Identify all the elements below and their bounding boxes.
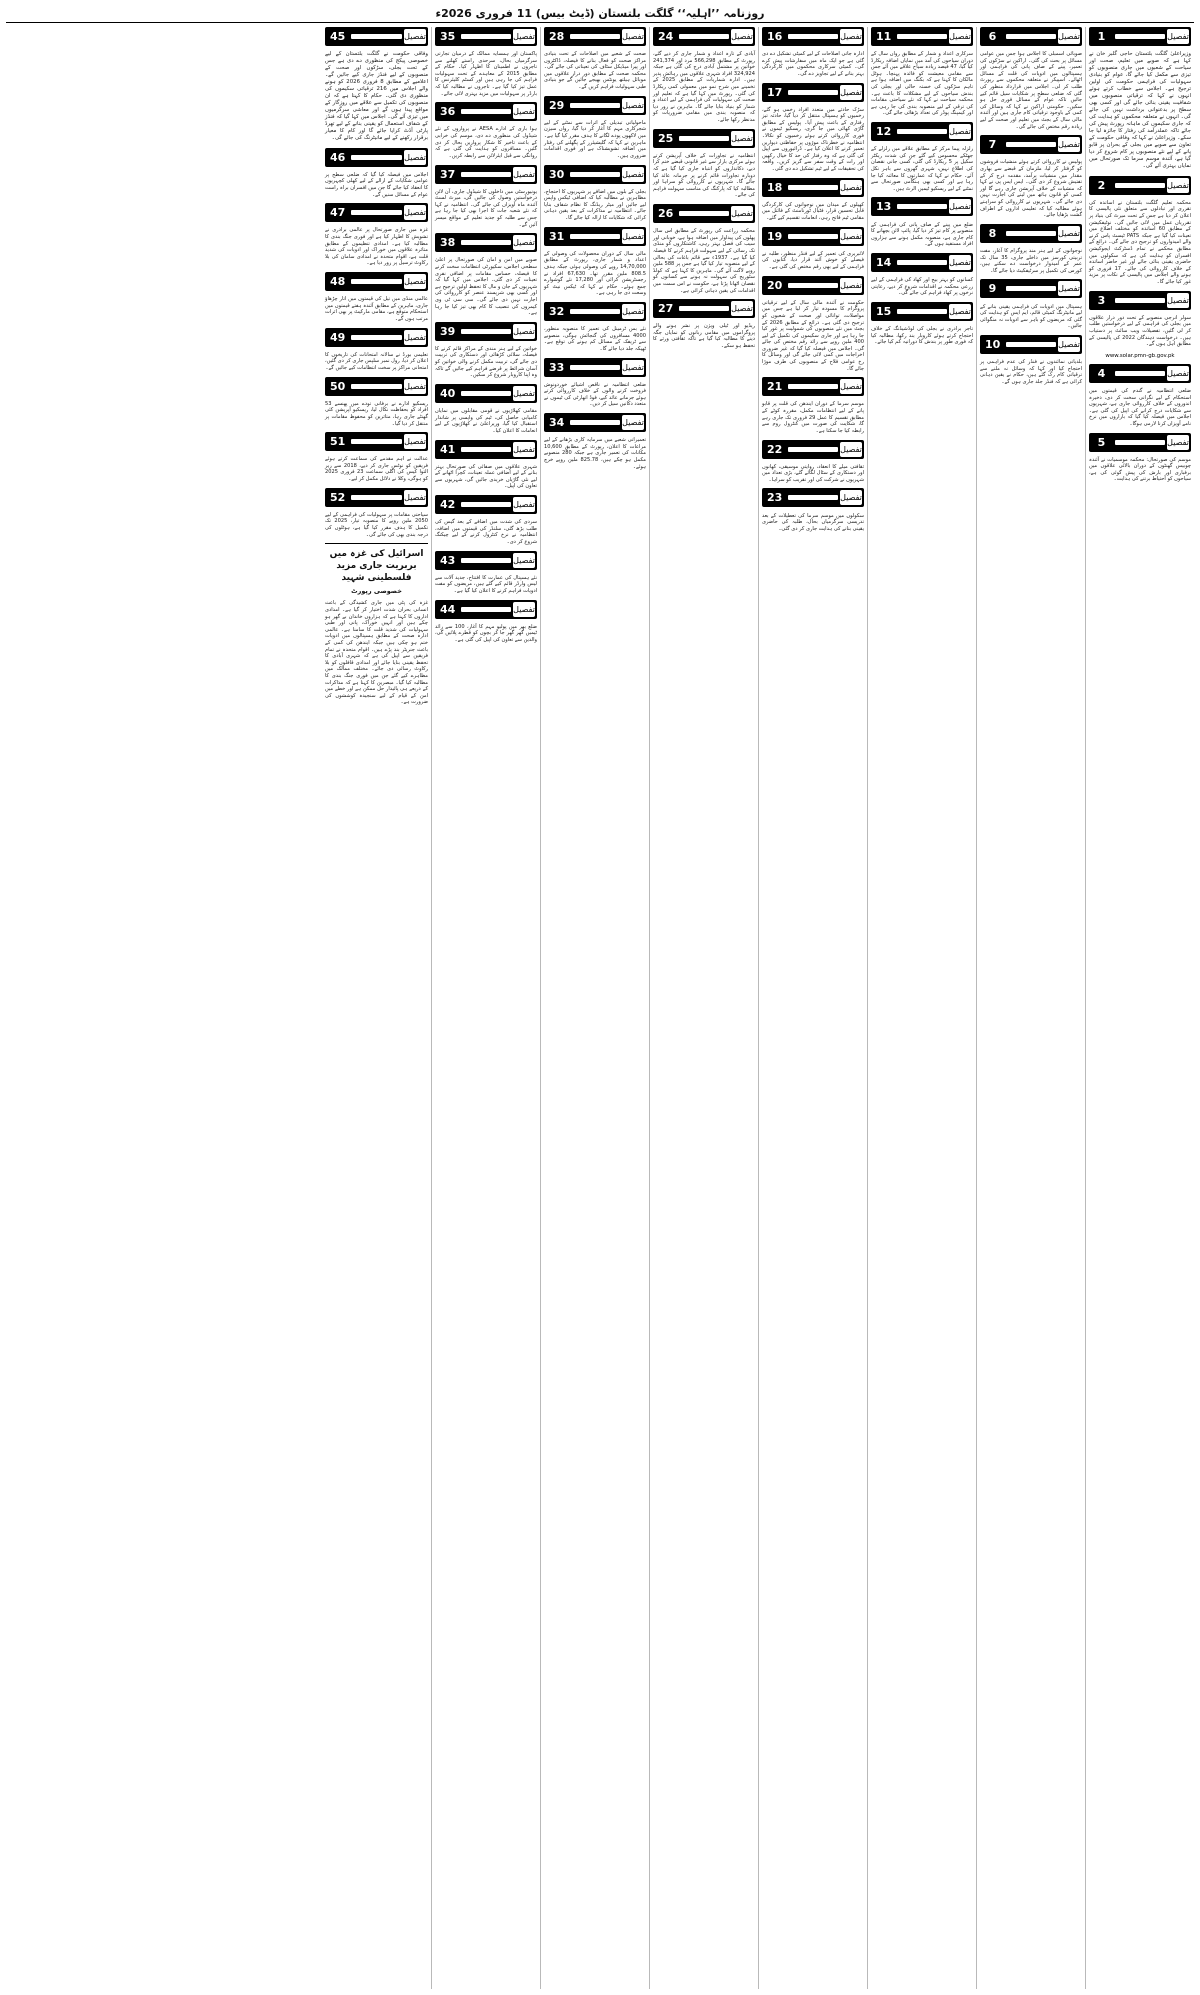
story-body: ریسکیو ادارے نے برفانی تودے میں پھنسے 53 افراد کو بحفاظت نکال لیا، ریسکیو آپریشن کئی گھنٹے جاری رہا، متاثرین کو محفوظ مقامات پر منتقل کر دیا گیا۔ [325, 400, 428, 427]
story-33 [544, 358, 646, 408]
story-46 [325, 148, 428, 198]
story-50 [325, 377, 428, 427]
story-body: موسم سرما کے دوران ایندھن کی قلت پر قابو پانے کے لیے انتظامات مکمل، مقررہ کوٹے کے مطابق تقسیم کا عمل 29 فروری تک جاری رہے گا، شکایت کی صورت میں کنٹرول روم سے رابطہ کیا جا سکتا ہے۔ [762, 401, 864, 434]
story-headline-bar[interactable] [544, 302, 646, 321]
story-body: صحت کے شعبے میں اصلاحات کے تحت بنیادی مراکز صحت کو فعال بنانے کا فیصلہ، ڈاکٹروں اور پیرا میڈیکل سٹاف کی تعیناتی کی جائے گی۔ محکمہ صحت کے مطابق دور دراز علاقوں میں موبائل ہیلتھ یونٹس بھیجے جائیں گے جو بنیادی طبی سہولیات فراہم کریں گے۔ [544, 51, 646, 91]
detail-tag[interactable]: تفصیل [622, 29, 644, 44]
story-body: تعلیمی بورڈ نے سالانہ امتحانات کی تاریخوں کا اعلان کر دیا، رول نمبر سلپس جاری کر دی گئیں، امتحانی مراکز پر سخت انتظامات کیے جائیں گے۔ [325, 351, 428, 371]
story-body: ہسپتال میں ادویات کی فراہمی یقینی بنانے کے لیے مانیٹرنگ کمیٹی قائم، ایم ایس کو ہدایت کی گئی کہ مریضوں کو باہر سے ادویات نہ منگوائی جائیں۔ [980, 303, 1082, 330]
story-headline-bar[interactable] [325, 432, 428, 451]
story-body: ضلعی انتظامیہ نے گندم کی قیمتوں میں استحکام کے لیے نگرانی سخت کر دی، ذخیرہ اندوزوں کے خلاف کارروائی جاری ہے، شہریوں سے شکایات درج کرانے کی اپیل کی گئی ہے۔ اجلاس میں فیصلہ کیا گیا کہ بازاروں میں نرخ نامے آویزاں کرنا لازمی ہوگا۔ [1089, 387, 1191, 427]
story-number: 14 [871, 256, 895, 269]
detail-tag[interactable]: تفصیل [622, 360, 644, 375]
story-number: 26 [653, 207, 677, 220]
story-body: عدالت نے اہم مقدمے کی سماعت کرتے ہوئے فریقین کو نوٹس جاری کر دیے، 2018 سے زیر التوا کیس کی اگلی سماعت 23 فروری 2025 کو ہوگی، وکلا نے دلائل مکمل کر لیے۔ [325, 456, 428, 483]
story-headline-bar[interactable] [762, 227, 864, 246]
story-35 [435, 27, 537, 97]
detail-tag[interactable]: تفصیل [513, 386, 535, 401]
story-headline-bar[interactable] [435, 600, 537, 619]
detail-tag[interactable]: تفصیل [622, 167, 644, 182]
story-body: ماحولیاتی تبدیلی کے اثرات سے نمٹنے کے لیے شجرکاری مہم کا آغاز کر دیا گیا، رواں سیزن میں لاکھوں پودے لگانے کا ہدف مقرر کیا گیا ہے۔ ماہرین نے کہا کہ گلیشیئرز کے پگھلنے کی رفتار میں اضافہ تشویشناک ہے اور فوری اقدامات ضروری ہیں۔ [544, 119, 646, 159]
story-number: 22 [762, 443, 786, 456]
story-headline-bar[interactable] [980, 335, 1082, 354]
story-27 [653, 299, 755, 349]
story-body: مالی سال کے دوران محصولات کی وصولی کے اعداد و شمار جاری، رپورٹ کے مطابق 14,70,000 روپے کی وصولی ہوئی جبکہ ہدف 808.5 ملین مقرر تھا۔ 67,630 افراد نے رجسٹریشن کرائی اور 17,280 نئے گوشوارے جمع ہوئے۔ حکام نے کہا کہ ٹیکس نیٹ کو وسعت دی جا رہی ہے۔ [544, 250, 646, 297]
story-body: پاکستان اور ہمسایہ ممالک کے درمیان تجارتی سرگرمیاں بحال، سرحدی راستے کھلنے سے تاجروں نے اطمینان کا اظہار کیا۔ حکام کے مطابق 2015 کے معاہدے کے تحت سہولیات فراہم کی جا رہی ہیں اور کسٹم کلیئرنس کا عمل تیز کیا گیا ہے۔ تاجروں نے مطالبہ کیا کہ بارڈر پر سہولیات میں مزید بہتری لائی جائے۔ [435, 51, 537, 97]
detail-tag[interactable]: تفصیل [513, 167, 535, 182]
story-number: 15 [871, 305, 895, 318]
story-number: 2 [1089, 179, 1113, 192]
detail-tag[interactable]: تفصیل [622, 98, 644, 113]
story-16 [762, 27, 864, 77]
story-number: 3 [1089, 294, 1113, 307]
story-headline-bar[interactable] [544, 358, 646, 377]
story-20 [762, 276, 864, 373]
detail-tag[interactable]: تفصیل [731, 206, 753, 221]
story-51 [325, 432, 428, 482]
detail-tag[interactable]: تفصیل [404, 29, 426, 44]
story-headline-bar[interactable] [544, 165, 646, 184]
story-14 [871, 253, 973, 297]
story-number: 38 [435, 236, 459, 249]
story-headline-bar[interactable] [435, 165, 537, 184]
story-body: عالمی منڈی میں تیل کی قیمتوں میں اتار چڑھاؤ جاری، ماہرین کے مطابق آئندہ ہفتے قیمتوں میں استحکام متوقع ہے، مقامی مارکیٹ پر بھی اثرات مرتب ہوں گے۔ [325, 296, 428, 322]
detail-tag[interactable]: تفصیل [840, 229, 862, 244]
detail-tag[interactable]: تفصیل [731, 29, 753, 44]
story-18 [762, 178, 864, 222]
story-1 [1089, 27, 1191, 170]
detail-tag[interactable]: تفصیل [404, 490, 426, 505]
story-headline-bar[interactable] [435, 322, 537, 341]
detail-tag[interactable]: تفصیل [731, 301, 753, 316]
story-headline-bar[interactable] [980, 27, 1082, 46]
story-headline-bar[interactable] [762, 488, 864, 507]
story-number: 8 [980, 227, 1004, 240]
story-number: 46 [325, 151, 349, 164]
story-headline-bar[interactable] [544, 27, 646, 46]
detail-tag[interactable]: تفصیل [513, 29, 535, 44]
story-9 [980, 279, 1082, 329]
story-4 [1089, 364, 1191, 428]
detail-tag[interactable]: تفصیل [513, 497, 535, 512]
detail-tag[interactable]: تفصیل [949, 124, 971, 139]
column-grid [6, 27, 1194, 1989]
story-body: حکومت نے آئندہ مالی سال کے لیے ترقیاتی پروگرام کا مسودہ تیار کر لیا ہے جس میں مواصلات، توانائی اور صحت کے شعبوں کو ترجیح دی گئی ہے۔ ذرائع کے مطابق 2026 کے بجٹ میں نئے منصوبوں کی شمولیت پر غور کیا جا رہا ہے اور جاری سکیموں کی تکمیل کے لیے 400 ملین روپے سے زائد رقم مختص کی جائے گی۔ اجلاس میں فیصلہ کیا گیا کہ غیر ضروری اخراجات میں کمی لائی جائے گی اور وسائل کا رخ عوامی فلاح کے منصوبوں کی طرف موڑا جائے گا۔ [762, 299, 864, 372]
story-number: 40 [435, 387, 459, 400]
story-headline-bar[interactable] [653, 27, 755, 46]
column-8 [322, 27, 431, 1989]
column-7 [431, 27, 540, 1989]
story-10 [980, 335, 1082, 385]
detail-tag[interactable]: تفصیل [404, 150, 426, 165]
story-23 [762, 488, 864, 532]
detail-tag[interactable]: تفصیل [840, 442, 862, 457]
story-headline-bar[interactable] [325, 377, 428, 396]
detail-tag[interactable]: تفصیل [513, 104, 535, 119]
column-1 [1085, 27, 1194, 1989]
detail-tag[interactable]: تفصیل [404, 330, 426, 345]
story-body: محکمہ زراعت کی رپورٹ کے مطابق اس سال پھلوں کی پیداوار میں اضافہ ہوا ہے، خوبانی اور سیب کی فصل بہتر رہی، کاشتکاروں کو منڈی تک رسائی کے لیے سہولت فراہم کرنے کا فیصلہ کیا گیا ہے۔ 1937ء سے قائم باغات کی بحالی کے لیے منصوبہ تیار کیا گیا ہے جس پر 588 ملین روپے لاگت آئے گی۔ ماہرین کا کہنا ہے کہ کولڈ سٹوریج کی سہولت نہ ہونے سے کسانوں کو نقصان اٹھانا پڑتا ہے، حکومت نے اس سمت میں اقدامات کی یقین دہانی کرائی ہے۔ [653, 228, 756, 294]
story-43 [435, 551, 537, 595]
story-body: بلدیاتی نمائندوں نے فنڈز کی عدم فراہمی پر احتجاج کیا اور کہا کہ وسائل نہ ملنے سے ترقیاتی کام رک گئے ہیں، حکام نے یقین دہانی کرائی ہے کہ فنڈز جلد جاری ہوں گے۔ [980, 359, 1082, 385]
story-39 [435, 322, 537, 379]
section-divider [325, 543, 428, 544]
story-body: غزہ میں جاری صورتحال پر عالمی برادری نے تشویش کا اظہار کیا ہے اور فوری جنگ بندی کا مطالبہ کیا ہے۔ امدادی تنظیموں کے مطابق متاثرہ علاقوں میں خوراک اور ادویات کی شدید قلت ہے، اقوام متحدہ نے امدادی سامان کی بلا رکاوٹ ترسیل پر زور دیا ہے۔ [325, 227, 428, 267]
story-number: 39 [435, 325, 459, 338]
story-body: محکمہ تعلیم گلگت بلتستان نے اساتذہ کی تقرری اور تبادلوں سے متعلق نئی پالیسی کا اعلان کر دیا ہے جس کے تحت میرٹ کی بنیاد پر تقرریاں عمل میں لائی جائیں گی۔ نوٹیفکیشن کے مطابق 60 اساتذہ کو مختلف اضلاع میں تعینات کیا گیا ہے جبکہ PATS ٹیسٹ پاس کرنے والے امیدواروں کو ترجیح دی جائے گی۔ ذرائع کے مطابق محکمے نے تمام ڈسٹرکٹ ایجوکیشن افسران کو ہدایت کی ہے کہ سکولوں میں حاضری یقینی بنائی جائے اور غیر حاضر اساتذہ کے خلاف کارروائی کی جائے۔ 17 فروری کو ہونے والے اجلاس میں پالیسی کے نکات پر مزید غور کیا جائے گا۔ [1089, 199, 1191, 285]
story-13 [871, 197, 973, 247]
story-headline-bar[interactable] [435, 384, 537, 403]
story-number: 21 [762, 380, 786, 393]
story-26 [653, 204, 755, 294]
story-headline-bar[interactable] [435, 102, 537, 121]
detail-tag[interactable]: تفصیل [622, 229, 644, 244]
story-number: 4 [1089, 367, 1113, 380]
story-number: 50 [325, 380, 349, 393]
story-number: 51 [325, 435, 349, 448]
story-34 [544, 413, 646, 470]
story-headline-bar[interactable] [1089, 364, 1191, 383]
story-body: تعمیراتی شعبے میں سرمایہ کاری بڑھانے کے لیے مراعات کا اعلان، رپورٹ کے مطابق 10,600 مکانات کی تعمیر جاری ہے جبکہ 280 منصوبے مکمل ہو چکے ہیں، 825.78 ملین روپے خرچ ہوئے۔ [544, 437, 646, 470]
story-headline-bar[interactable] [435, 233, 537, 252]
detail-tag[interactable]: تفصیل [404, 274, 426, 289]
story-number: 29 [544, 99, 568, 112]
column-4 [758, 27, 867, 1989]
story-17 [762, 83, 864, 173]
detail-tag[interactable]: تفصیل [1167, 29, 1189, 44]
story-3 [1089, 291, 1191, 359]
story-body: ہوا بازی کے ادارے AESA نے پروازوں کے نئے شیڈول کی منظوری دے دی، موسم کی خرابی کے باعث تاخیر کا شکار پروازیں بحال کر دی گئیں۔ مسافروں کو ہدایت کی گئی ہے کہ روانگی سے قبل ایئرلائن سے رابطہ کریں۔ [435, 126, 537, 159]
story-number: 16 [762, 30, 786, 43]
story-45 [325, 27, 428, 142]
story-headline-bar[interactable] [871, 122, 973, 141]
story-number: 6 [980, 30, 1004, 43]
detail-tag[interactable]: تفصیل [513, 324, 535, 339]
story-headline-bar[interactable] [544, 227, 646, 246]
story-body: سڑک حادثے میں متعدد افراد زخمی ہو گئے، زخمیوں کو ہسپتال منتقل کر دیا گیا، حادثہ تیز رفتاری کے باعث پیش آیا۔ پولیس کے مطابق گاڑی کھائی میں جا گری، ریسکیو ٹیموں نے فوری کارروائی کرتے ہوئے زخمیوں کو نکالا۔ انتظامیہ نے خطرناک موڑوں پر حفاظتی دیواریں تعمیر کرنے کا اعلان کیا ہے۔ ڈرائیوروں سے اپیل کی گئی ہے کہ وہ رفتار کی حد کا خیال رکھیں اور رات کے وقت سفر سے گریز کریں۔ واقعہ کی تحقیقات کے لیے ٹیم تشکیل دے دی گئی۔ [762, 106, 864, 172]
story-headline-bar[interactable] [762, 276, 864, 295]
story-headline-bar[interactable] [1089, 433, 1191, 452]
story-number: 41 [435, 443, 459, 456]
story-number: 25 [653, 132, 677, 145]
detail-tag[interactable]: تفصیل [949, 304, 971, 319]
story-number: 17 [762, 86, 786, 99]
masthead-title: روزنامہ ’’اہلیہ‘‘ گلگت بلتستان (ڈیٹ بیس) 11 فروری 2026ء [435, 6, 765, 20]
story-headline-bar[interactable] [762, 377, 864, 396]
story-28 [544, 27, 646, 91]
story-number: 20 [762, 279, 786, 292]
story-headline-bar[interactable] [762, 83, 864, 102]
story-body: پولیس نے کارروائی کرتے ہوئے منشیات فروشوں کو گرفتار کر لیا، ملزمان کے قبضے سے بھاری مقدار میں منشیات برآمد، مقدمہ درج کر کے تفتیش شروع کر دی گئی۔ ایس ایس پی نے کہا کہ منشیات کے خلاف آپریشن جاری رہے گا اور کسی کو قانون ہاتھ میں لینے کی اجازت نہیں دی جائے گی۔ شہریوں نے کارروائی کو سراہتے ہوئے مطالبہ کیا کہ تعلیمی اداروں کے اطراف گشت بڑھایا جائے۔ [980, 159, 1082, 219]
story-49 [325, 328, 428, 372]
detail-tag[interactable]: تفصیل [840, 180, 862, 195]
detail-tag[interactable]: تفصیل [840, 379, 862, 394]
story-number: 10 [980, 338, 1004, 351]
story-headline-bar[interactable] [980, 224, 1082, 243]
detail-tag[interactable]: تفصیل [840, 278, 862, 293]
story-headline-bar[interactable] [544, 413, 646, 432]
story-32 [544, 302, 646, 352]
story-body: وزیراعلیٰ گلگت بلتستان حاجی گلبر خان نے کہا ہے کہ صوبے میں تعلیم، صحت اور سیاحت کے شعبوں میں جاری منصوبوں کو تیزی سے مکمل کیا جائے گا، عوام کو بنیادی سہولیات کی فراہمی حکومت کی اولین ترجیح ہے۔ اجلاس سے خطاب کرتے ہوئے انہوں نے کہا کہ ترقیاتی منصوبوں میں شفافیت یقینی بنائی جائے گی اور کسی بھی سطح پر بدعنوانی برداشت نہیں کی جائے گی۔ انہوں نے متعلقہ محکموں کو ہدایت کی کہ جاری سکیموں کی ماہانہ رپورٹ پیش کی جائے تاکہ عملدرآمد کی رفتار کا جائزہ لیا جا سکے۔ وزیراعلیٰ نے کہا کہ وفاقی حکومت کے تعاون سے صوبے میں بجلی کے بحران پر قابو پانے کے لیے نئے منصوبوں پر کام شروع کر دیا گیا ہے، آئندہ موسم سرما تک صورتحال میں نمایاں بہتری آئے گی۔ [1089, 51, 1191, 170]
story-number: 12 [871, 125, 895, 138]
story-36 [435, 102, 537, 159]
story-44 [435, 600, 537, 644]
feature-body: غزہ کی پٹی میں جاری کشیدگی کے باعث انسانی بحران شدت اختیار کر گیا ہے۔ امدادی اداروں کا کہنا ہے کہ ہزاروں خاندان بے گھر ہو چکے ہیں اور انہیں خوراک، پانی اور طبی سہولیات کی شدید قلت کا سامنا ہے۔ عالمی ادارہ صحت کے مطابق ہسپتالوں میں ادویات ختم ہو چکی ہیں جبکہ ایندھن کی کمی کے باعث جنریٹر بند پڑے ہیں۔ اقوام متحدہ نے تمام فریقین سے اپیل کی ہے کہ شہری آبادی کا تحفظ یقینی بنایا جائے اور امدادی قافلوں کو بلا رکاوٹ رسائی دی جائے۔ مختلف ممالک میں مظاہرے کیے گئے جن میں فوری جنگ بندی کا مطالبہ کیا گیا۔ مبصرین کا کہنا ہے کہ مذاکرات کے ذریعے ہی پائیدار حل ممکن ہے اور خطے میں امن کے قیام کے لیے سنجیدہ کوششوں کی ضرورت ہے۔ [325, 600, 428, 706]
story-headline-bar[interactable] [653, 204, 755, 223]
story-headline-bar[interactable] [325, 148, 428, 167]
story-31 [544, 227, 646, 297]
story-body: سولر انرجی منصوبے کے تحت دور دراز علاقوں میں بجلی کی فراہمی کے لیے درخواستیں طلب کر لی گئیں، تفصیلات ویب سائٹ پر دستیاب ہیں۔ درخواست دہندگان 2022 کی پالیسی کے مطابق اہل ہوں گے۔ [1089, 314, 1191, 348]
story-25 [653, 129, 755, 199]
story-7 [980, 135, 1082, 218]
story-number: 34 [544, 416, 568, 429]
detail-tag[interactable]: تفصیل [840, 490, 862, 505]
story-40 [435, 384, 537, 434]
story-number: 5 [1089, 436, 1113, 449]
story-headline-bar[interactable] [762, 27, 864, 46]
story-headline-bar[interactable] [980, 135, 1082, 154]
column-5 [649, 27, 758, 1989]
column-6 [540, 27, 649, 1989]
detail-tag[interactable]: تفصیل [1167, 178, 1189, 193]
story-body: اجلاس میں فیصلہ کیا گیا کہ ضلعی سطح پر عوامی شکایات کے ازالے کے لیے کھلی کچہریوں کا انعقاد کیا جائے گا جن میں افسران براہ راست عوام کے مسائل سنیں گے۔ [325, 171, 428, 198]
story-body: ضلعی انتظامیہ نے ناقص اشیائے خوردونوش فروخت کرنے والوں کے خلاف کارروائی کرتے ہوئے جرمانے عائد کیے، فوڈ اتھارٹی کی ٹیموں نے متعدد دکانیں سیل کر دیں۔ [544, 381, 646, 408]
story-body: صوبائی اسمبلی کا اجلاس ہوا جس میں عوامی مسائل پر بحث کی گئی۔ اراکین نے سڑکوں کی تعمیر، پینے کے صاف پانی کی فراہمی اور ہسپتالوں میں ادویات کی قلت کے مسائل اٹھائے۔ اسپیکر نے متعلقہ محکموں سے رپورٹ طلب کر لی۔ اجلاس میں قرارداد منظور کی گئی کہ ضلعی سطح پر شکایات سیل قائم کیے جائیں تاکہ عوام کے مسائل فوری حل ہو سکیں۔ حکومتی اراکین نے کہا کہ وسائل کی کمی کے باوجود ترقیاتی کام جاری ہیں اور آئندہ مالی سال کے بجٹ میں تعلیم اور صحت کے لیے زیادہ رقم مختص کی جائے گی۔ [980, 51, 1082, 130]
story-body: آبادی کے تازہ اعداد و شمار جاری کر دیے گئے، رپورٹ کے مطابق 566,298 مرد اور 241,374 خواتین پر مشتمل آبادی درج کی گئی ہے جبکہ 324,924 افراد شہری علاقوں میں رہائش پذیر ہیں۔ ادارہ شماریات کے مطابق 2025 کے تخمینے میں شرح نمو میں معمولی کمی ریکارڈ کی گئی۔ رپورٹ میں کہا گیا ہے کہ تعلیم اور صحت کی سہولیات کی فراہمی کے لیے اعداد و شمار کو بنیاد بنایا جائے گا۔ ماہرین نے زور دیا کہ منصوبہ بندی میں مقامی ضروریات کو مدنظر رکھا جائے۔ [653, 51, 756, 124]
story-number: 49 [325, 331, 349, 344]
detail-tag[interactable]: تفصیل [1167, 435, 1189, 450]
story-22 [762, 440, 864, 484]
feature-headline: اسرائیل کی غزہ میں بربریت جاری مزید فلسطینی شہید [329, 549, 424, 584]
story-body: ثقافتی میلے کا انعقاد، روایتی موسیقی، کھانوں اور دستکاری کے سٹال لگائے گئے، بڑی تعداد میں شہریوں نے شرکت کی اور تقریب کو سراہا۔ [762, 463, 864, 483]
story-21 [762, 377, 864, 434]
column-2 [976, 27, 1085, 1989]
story-12 [871, 122, 973, 192]
story-headline-bar[interactable] [325, 488, 428, 507]
story-number: 24 [653, 30, 677, 43]
detail-tag[interactable]: تفصیل [731, 131, 753, 146]
story-body: کھیلوں کے میدان میں نوجوانوں کی کارکردگی قابل تحسین قرار، فٹبال ٹورنامنٹ کے فائنل میں مقامی ٹیم فاتح رہی، انعامات تقسیم کیے گئے۔ [762, 201, 864, 221]
story-body: تاجر برادری نے بجلی کی لوڈشیڈنگ کے خلاف احتجاج کرتے ہوئے کاروبار بند رکھا، مطالبہ کیا کہ فوری طور پر بندش کا دورانیہ کم کیا جائے۔ [871, 326, 973, 346]
story-headline-bar[interactable] [871, 197, 973, 216]
detail-tag[interactable]: تفصیل [622, 304, 644, 319]
story-headline-bar[interactable] [435, 495, 537, 514]
detail-tag[interactable]: تفصیل [1058, 29, 1080, 44]
story-body: خواتین کے لیے ہنر مندی کے مراکز قائم کرنے کا فیصلہ، سلائی کڑھائی اور دستکاری کی تربیت دی جائے گی، تربیت مکمل کرنے والی خواتین کو آسان شرائط پر قرضے فراہم کیے جائیں گے تاکہ وہ اپنا کاروبار شروع کر سکیں۔ [435, 345, 537, 379]
story-headline-bar[interactable] [435, 551, 537, 570]
story-headline-bar[interactable] [871, 302, 973, 321]
story-headline-bar[interactable] [762, 440, 864, 459]
story-body: انتظامیہ نے تجاوزات کے خلاف آپریشن کرتے ہوئے مرکزی بازار سے غیر قانونی قبضے ختم کرا دیے، دکانداروں کو انتباہ جاری کیا گیا ہے کہ دوبارہ تجاوزات قائم کرنے پر جرمانہ عائد کیا جائے گا۔ شہریوں نے کارروائی کو سراہا اور مطالبہ کیا کہ پارکنگ کی مناسب سہولت فراہم کی جائے۔ [653, 152, 755, 199]
story-headline-bar[interactable] [435, 440, 537, 459]
story-body: ضلع بھر میں پولیو مہم کا آغاز، 100 سے زائد ٹیمیں گھر گھر جا کر بچوں کو قطرے پلائیں گی، والدین سے تعاون کی اپیل کی گئی ہے۔ [435, 623, 537, 643]
story-headline-bar[interactable] [871, 27, 973, 46]
story-headline-bar[interactable] [325, 272, 428, 291]
story-number: 43 [435, 554, 459, 567]
story-47 [325, 203, 428, 267]
story-number: 30 [544, 168, 568, 181]
feature-byline: خصوصی رپورٹ [351, 587, 402, 596]
story-number: 52 [325, 491, 349, 504]
story-number: 48 [325, 275, 349, 288]
story-11 [871, 27, 973, 117]
story-number: 18 [762, 181, 786, 194]
story-number: 45 [325, 30, 349, 43]
story-number: 44 [435, 603, 459, 616]
story-headline-bar[interactable] [1089, 27, 1191, 46]
story-headline-bar[interactable] [1089, 291, 1191, 310]
detail-tag[interactable]: تفصیل [513, 235, 535, 250]
story-headline-bar[interactable] [653, 129, 755, 148]
story-number: 7 [980, 138, 1004, 151]
story-body: لائبریری کی تعمیر کے لیے فنڈز منظور، طلبہ نے فیصلے کو خوش آئند قرار دیا، کتابوں کی فراہمی کے لیے بھی رقم مختص کی گئی ہے۔ [762, 250, 864, 270]
story-headline-bar[interactable] [325, 27, 428, 46]
story-body: کسانوں کو بہتر بیج اور کھاد کی فراہمی کے لیے زرعی محکمہ نے اقدامات شروع کر دیے، رعایتی نرخوں پر کھاد فراہم کی جائے گی۔ [871, 277, 973, 297]
story-48 [325, 272, 428, 322]
story-number: 9 [980, 282, 1004, 295]
story-number: 36 [435, 105, 459, 118]
detail-tag[interactable]: تفصیل [513, 553, 535, 568]
detail-tag[interactable]: تفصیل [404, 379, 426, 394]
detail-tag[interactable]: تفصیل [404, 205, 426, 220]
story-2 [1089, 176, 1191, 286]
story-headline-bar[interactable] [544, 96, 646, 115]
detail-tag[interactable]: تفصیل [1058, 281, 1080, 296]
detail-tag[interactable]: تفصیل [1058, 337, 1080, 352]
story-body: بجلی کے بلوں میں اضافے پر شہریوں کا احتجاج، مظاہرین نے مطالبہ کیا کہ اضافی ٹیکس واپس لیے جائیں اور میٹر ریڈنگ کا نظام شفاف بنایا جائے۔ انتظامیہ نے مذاکرات کے بعد یقین دہانی کرائی کہ شکایات کا ازالہ کیا جائے گا۔ [544, 188, 646, 221]
story-number: 28 [544, 30, 568, 43]
story-number: 35 [435, 30, 459, 43]
detail-tag[interactable]: تفصیل [1167, 293, 1189, 308]
detail-tag[interactable]: تفصیل [1167, 366, 1189, 381]
story-19 [762, 227, 864, 271]
masthead [6, 4, 1194, 23]
story-number: 33 [544, 361, 568, 374]
story-24 [653, 27, 755, 124]
story-body: سردی کی شدت میں اضافے کے بعد گیس کی طلب بڑھ گئی، سلنڈر کی قیمتوں میں اضافہ، انتظامیہ نے نرخ کنٹرول کرنے کے لیے چیکنگ شروع کر دی۔ [435, 519, 537, 545]
detail-tag[interactable]: تفصیل [949, 29, 971, 44]
story-body: زلزلہ پیما مرکز کے مطابق علاقے میں زلزلے کے جھٹکے محسوس کیے گئے جن کی شدت ریکٹر سکیل پر 5 ریکارڈ کی گئی، کسی جانی نقصان کی اطلاع نہیں، شہری گھروں سے باہر نکل آئے۔ حکام نے کہا کہ عمارتوں کا معائنہ کیا جا رہا ہے اور کسی بھی ہنگامی صورتحال سے نمٹنے کے لیے ریسکیو ٹیمیں الرٹ ہیں۔ [871, 146, 973, 192]
story-body: سکولوں میں موسم سرما کی تعطیلات کے بعد تدریسی سرگرمیاں بحال، طلبہ کی حاضری یقینی بنانے کی ہدایت جاری کر دی گئی۔ [762, 512, 864, 532]
story-headline-bar[interactable] [871, 253, 973, 272]
story-body: مقامی کھلاڑیوں نے قومی مقابلوں میں نمایاں کامیابی حاصل کی، ٹیم کی واپسی پر شاندار استقبال کیا گیا، وزیراعلیٰ نے کھلاڑیوں کے لیے انعامات کا اعلان کیا۔ [435, 408, 537, 434]
story-29 [544, 96, 646, 160]
story-42 [435, 495, 537, 545]
story-6 [980, 27, 1082, 130]
story-number: 31 [544, 230, 568, 243]
column-3 [867, 27, 976, 1989]
detail-tag[interactable]: تفصیل [622, 415, 644, 430]
story-body: سرکاری اعداد و شمار کے مطابق رواں سال کے دوران سیاحوں کی آمد میں نمایاں اضافہ ریکارڈ کیا گیا، 47 فیصد زیادہ سیاح علاقے میں آئے جس سے مقامی معیشت کو فائدہ پہنچا۔ ہوٹل مالکان کا کہنا ہے کہ بکنگ میں اضافہ ہوا ہے تاہم سڑکوں کی خستہ حالی اور بجلی کی بندش سیاحوں کے لیے مشکلات کا باعث ہے۔ محکمہ سیاحت نے کہا کہ نئے سیاحتی مقامات کی ترقی کے لیے منصوبہ بندی کی جا رہی ہے اور کیمپنگ پوڈز کی تعداد بڑھائی جائے گی۔ [871, 51, 973, 117]
story-headline-bar[interactable] [325, 203, 428, 222]
story-body: یونیورسٹی میں داخلوں کا شیڈول جاری، آن لائن درخواستیں وصول کی جائیں گی، میرٹ لسٹ آئندہ ماہ آویزاں کی جائے گی۔ انتظامیہ نے کہا کہ نئے شعبہ جات کا اجرا بھی کیا جا رہا ہے جس سے طلبہ کو جدید تعلیم کے مواقع میسر آئیں گے۔ [435, 188, 537, 228]
story-headline-bar[interactable] [762, 178, 864, 197]
story-number: 11 [871, 30, 895, 43]
story-38 [435, 233, 537, 316]
detail-tag[interactable]: تفصیل [1058, 226, 1080, 241]
story-number: 47 [325, 206, 349, 219]
story-number: 1 [1089, 30, 1113, 43]
story-41 [435, 440, 537, 490]
story-15 [871, 302, 973, 346]
story-headline-bar[interactable] [653, 299, 755, 318]
story-number: 37 [435, 168, 459, 181]
detail-tag[interactable]: تفصیل [840, 85, 862, 100]
detail-tag[interactable]: تفصیل [840, 29, 862, 44]
story-headline-bar[interactable] [435, 27, 537, 46]
story-body: وفاقی حکومت نے گلگت بلتستان کے لیے خصوصی پیکج کی منظوری دے دی ہے جس کے تحت بجلی، سڑکوں اور صحت کے منصوبوں کے لیے فنڈز جاری کیے جائیں گے۔ اعلامیے کے مطابق 8 فروری 2026 کو ہونے والے اجلاس میں 216 ترقیاتی سکیموں کی منظوری دی گئی۔ حکام کا کہنا ہے کہ ان منصوبوں کی تکمیل سے علاقے میں روزگار کے مواقع پیدا ہوں گے اور معاشی سرگرمیوں میں تیزی آئے گی۔ اجلاس میں کہا گیا کہ فنڈز کے شفاف استعمال کو یقینی بنانے کے لیے تھرڈ پارٹی آڈٹ کرایا جائے گا اور کام کا معیار برقرار رکھنے کے لیے مانیٹرنگ کی جائے گی۔ [325, 51, 428, 142]
detail-tag[interactable]: تفصیل [949, 255, 971, 270]
story-body: سیاحتی مقامات پر سہولیات کی فراہمی کے لیے 2050 ملین روپے کا منصوبہ تیار، 2025 تک تکمیل کا ہدف مقرر کیا گیا ہے، ہوٹلوں کی درجہ بندی بھی کی جائے گی۔ [325, 511, 428, 538]
story-52 [325, 488, 428, 538]
story-number: 32 [544, 305, 568, 318]
story-number: 19 [762, 230, 786, 243]
story-5 [1089, 433, 1191, 483]
story-body: ادارہ جاتی اصلاحات کے لیے کمیٹی تشکیل دے دی گئی ہے جو ایک ماہ میں سفارشات پیش کرے گی۔ کمیٹی سرکاری محکموں میں کارکردگی بہتر بنانے کے لیے تجاویز دے گی۔ [762, 51, 864, 77]
story-number: 27 [653, 302, 677, 315]
story-number: 23 [762, 491, 786, 504]
story-url[interactable]: www.solar.pmn-gb.gov.pk [1105, 352, 1175, 359]
story-number: 42 [435, 498, 459, 511]
story-body: ریڈیو اور ٹیلی ویژن پر نشر ہونے والے پروگراموں میں مقامی زبانوں کو نمایاں جگہ دینے کا مطالبہ کیا گیا ہے تاکہ ثقافتی ورثے کا تحفظ ہو سکے۔ [653, 323, 755, 350]
story-headline-bar[interactable] [1089, 176, 1191, 195]
detail-tag[interactable]: تفصیل [513, 602, 535, 617]
story-body: نئے بس ٹرمینل کی تعمیر کا منصوبہ منظور، 4000 مسافروں کی گنجائش ہوگی، منصوبے سے ٹریفک کے مسائل کم ہونے کی توقع ہے۔ ٹھیکہ جلد دیا جائے گا۔ [544, 326, 646, 352]
story-body: صوبے میں امن و امان کی صورتحال پر اعلیٰ سطحی اجلاس، سکیورٹی انتظامات سخت کرنے کا فیصلہ، حساس مقامات پر اضافی نفری تعینات کر دی گئی۔ اجلاس میں کہا گیا کہ شہریوں کے جان و مال کا تحفظ اولین ترجیح ہے اور کسی بھی شرپسند عنصر کو کارروائی کی اجازت نہیں دی جائے گی۔ سی سی ٹی وی کیمروں کی تنصیب کا کام بھی تیز کیا جا رہا ہے۔ [435, 257, 537, 317]
detail-tag[interactable]: تفصیل [404, 434, 426, 449]
story-body: نئے ہسپتال کی عمارت کا افتتاح، جدید آلات سے لیس وارڈز قائم کیے گئے ہیں، مریضوں کو مفت ادویات فراہم کرنے کا اعلان کیا گیا ہے۔ [435, 574, 537, 594]
detail-tag[interactable]: تفصیل [1058, 137, 1080, 152]
story-headline-bar[interactable] [980, 279, 1082, 298]
detail-tag[interactable]: تفصیل [949, 199, 971, 214]
story-number: 13 [871, 200, 895, 213]
story-body: نوجوانوں کے لیے ہنر مند پروگرام کا آغاز، مفت تربیتی کورسز میں داخلے جاری، 35 سال تک عمر کے امیدوار درخواست دے سکتے ہیں، کورس کی تکمیل پر سرٹیفکیٹ دیا جائے گا۔ [980, 247, 1082, 274]
story-body: شہری علاقوں میں صفائی کی صورتحال بہتر بنانے کے لیے اضافی عملہ تعینات، کچرا اٹھانے کے لیے نئی گاڑیاں خریدی جائیں گی، شہریوں سے تعاون کی اپیل۔ [435, 463, 537, 490]
story-37 [435, 165, 537, 229]
story-body: موسم کی صورتحال: محکمہ موسمیات نے آئندہ چوبیس گھنٹوں کے دوران بالائی علاقوں میں برفباری اور بارش کی پیش گوئی کی ہے، سیاحوں کو احتیاط برتنے کی ہدایت۔ [1089, 456, 1191, 483]
story-headline-bar[interactable] [325, 328, 428, 347]
story-30 [544, 165, 646, 222]
detail-tag[interactable]: تفصیل [513, 442, 535, 457]
story-8 [980, 224, 1082, 274]
story-body: ضلع میں پینے کے صاف پانی کی فراہمی کے منصوبے پر کام تیز کر دیا گیا، پائپ لائن بچھانے کا کام جاری ہے، منصوبہ مکمل ہونے سے ہزاروں افراد مستفید ہوں گے۔ [871, 221, 973, 248]
